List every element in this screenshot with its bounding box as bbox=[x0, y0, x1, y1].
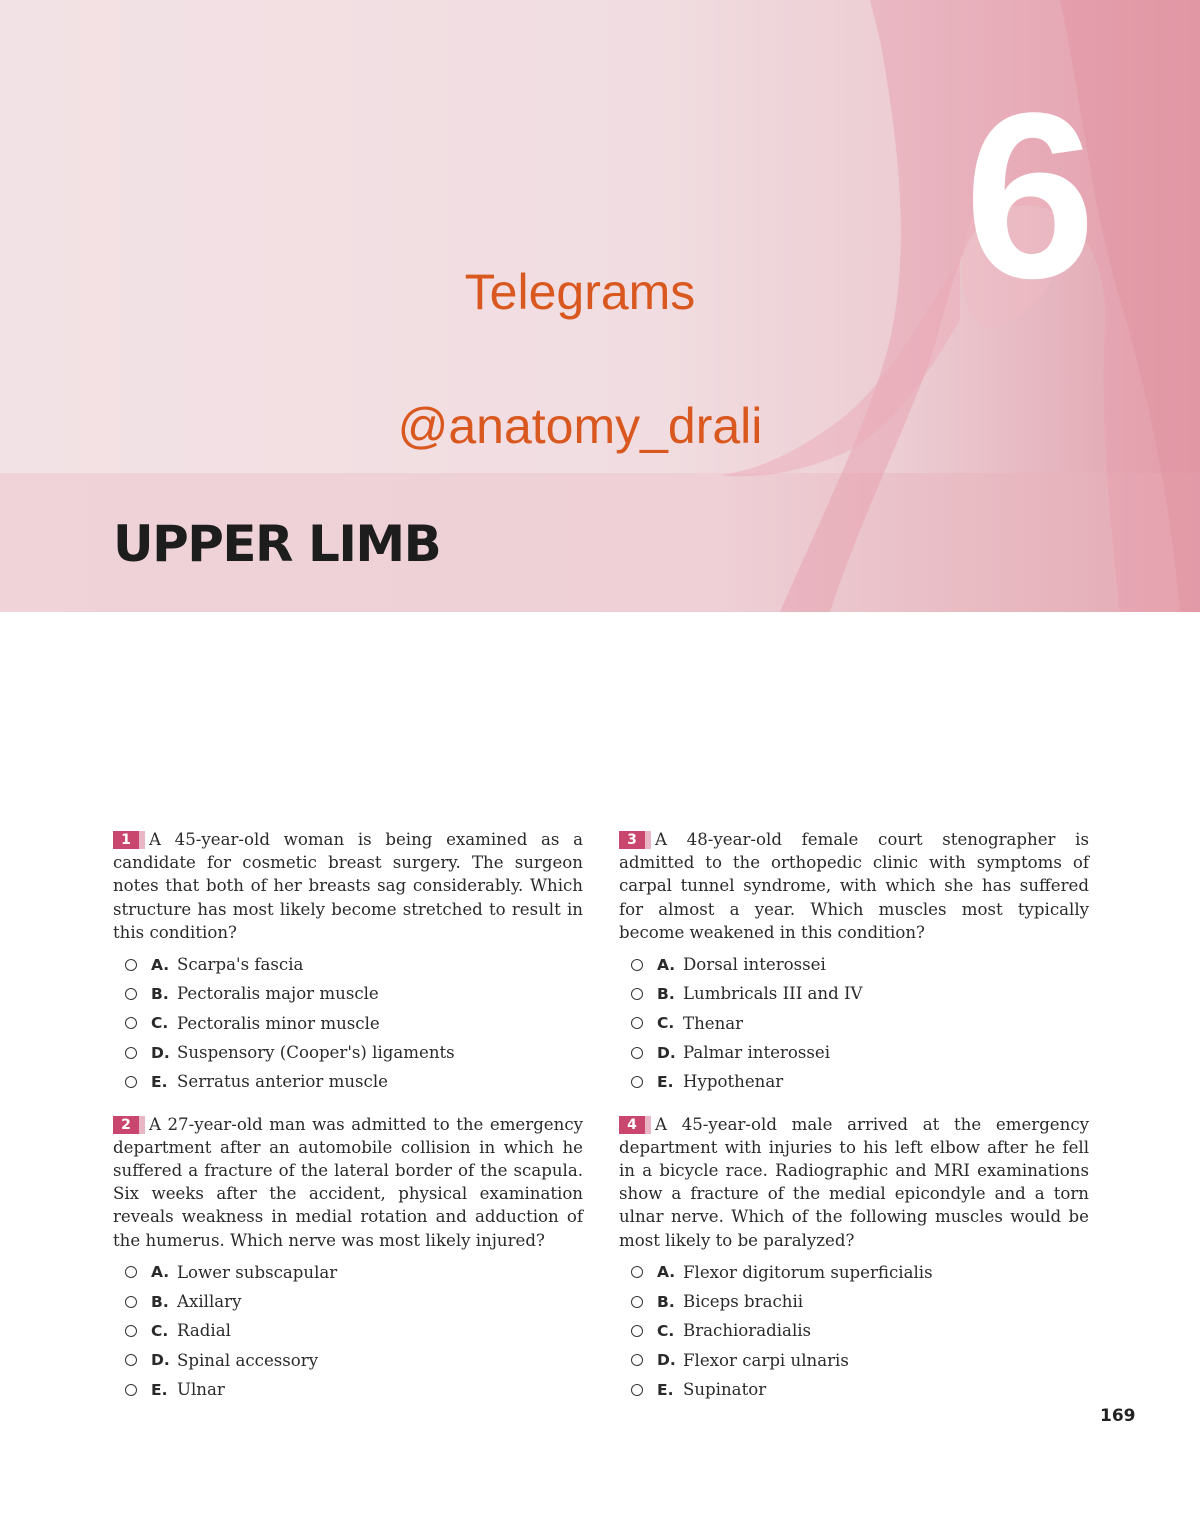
question-1 bbox=[113, 828, 583, 1097]
answer-options bbox=[619, 950, 1089, 1096]
question-text: A 27-year-old man was admitted to the emergency department after an automobile collision in which he suffered a fracture of the lateral border of the scapula. Six weeks after the accident, physical examination reveals weakness in medial rotation and adduction of the humerus. Which nerve was most likely injured? bbox=[113, 1114, 583, 1250]
option-letter: D. bbox=[151, 1043, 170, 1062]
option-letter: C. bbox=[151, 1014, 169, 1033]
right-column bbox=[619, 828, 1089, 1420]
option-text: Brachioradialis bbox=[683, 1321, 812, 1341]
option-text: Palmar interossei bbox=[683, 1043, 831, 1063]
radio-circle-icon[interactable] bbox=[125, 1354, 137, 1366]
radio-circle-icon[interactable] bbox=[125, 1296, 137, 1308]
radio-circle-icon[interactable] bbox=[125, 1266, 137, 1278]
answer-options bbox=[113, 1258, 583, 1404]
radio-circle-icon[interactable] bbox=[631, 1266, 643, 1278]
radio-circle-icon[interactable] bbox=[631, 959, 643, 971]
option-text: Suspensory (Cooper's) ligaments bbox=[177, 1043, 455, 1063]
question-stem bbox=[113, 1113, 583, 1252]
question-text: A 45-year-old male arrived at the emergency department with injuries to his left elbow after he fell in a bicycle race. Radiographic and MRI examinations show a fracture of the medial epicondyle and a torn ulnar nerve. Which of the following muscles would be most likely to be paralyzed? bbox=[619, 1114, 1089, 1250]
option-text: Hypothenar bbox=[683, 1072, 784, 1092]
answer-option[interactable] bbox=[619, 1258, 1089, 1287]
radio-circle-icon[interactable] bbox=[631, 1047, 643, 1059]
option-text: Lumbricals III and IV bbox=[683, 984, 863, 1004]
option-text: Lower subscapular bbox=[177, 1262, 338, 1282]
question-number-badge: 4 bbox=[619, 1116, 645, 1134]
answer-option[interactable] bbox=[619, 1287, 1089, 1316]
radio-circle-icon[interactable] bbox=[125, 1325, 137, 1337]
answer-option[interactable] bbox=[619, 1375, 1089, 1404]
option-letter: B. bbox=[151, 984, 169, 1003]
option-text: Pectoralis major muscle bbox=[177, 984, 379, 1004]
option-letter: D. bbox=[657, 1351, 676, 1370]
option-letter: E. bbox=[151, 1380, 168, 1399]
option-text: Supinator bbox=[683, 1380, 767, 1400]
left-column bbox=[113, 828, 583, 1420]
watermark-line-1: Telegrams bbox=[464, 264, 696, 320]
answer-option[interactable] bbox=[113, 979, 583, 1008]
answer-option[interactable] bbox=[113, 1316, 583, 1345]
page-number: 169 bbox=[1100, 1406, 1136, 1426]
option-text: Biceps brachii bbox=[683, 1292, 804, 1312]
answer-option[interactable] bbox=[113, 1287, 583, 1316]
question-2 bbox=[113, 1113, 583, 1405]
radio-circle-icon[interactable] bbox=[631, 988, 643, 1000]
option-letter: A. bbox=[151, 1263, 170, 1282]
answer-option[interactable] bbox=[113, 1009, 583, 1038]
answer-option[interactable] bbox=[113, 1258, 583, 1287]
radio-circle-icon[interactable] bbox=[631, 1325, 643, 1337]
chapter-header bbox=[0, 0, 1200, 612]
answer-option[interactable] bbox=[113, 1067, 583, 1096]
answer-option[interactable] bbox=[619, 1009, 1089, 1038]
question-text: A 45-year-old woman is being examined as a candidate for cosmetic breast surgery. The surgeon notes that both of her breasts sag considerably. Which structure has most likely become stretched to result in this condition? bbox=[113, 830, 583, 942]
question-3 bbox=[619, 828, 1089, 1097]
radio-circle-icon[interactable] bbox=[125, 988, 137, 1000]
answer-option[interactable] bbox=[113, 1375, 583, 1404]
option-text: Flexor carpi ulnaris bbox=[683, 1350, 849, 1370]
answer-option[interactable] bbox=[113, 950, 583, 979]
option-letter: B. bbox=[151, 1292, 169, 1311]
option-letter: E. bbox=[151, 1072, 168, 1091]
question-number-badge: 2 bbox=[113, 1116, 139, 1134]
radio-circle-icon[interactable] bbox=[631, 1354, 643, 1366]
watermark-line-2: @anatomy_drali bbox=[397, 398, 763, 454]
answer-option[interactable] bbox=[113, 1038, 583, 1067]
option-letter: C. bbox=[657, 1014, 675, 1033]
option-text: Pectoralis minor muscle bbox=[177, 1013, 380, 1033]
answer-option[interactable] bbox=[619, 1038, 1089, 1067]
option-letter: C. bbox=[151, 1321, 169, 1340]
question-number-badge: 1 bbox=[113, 831, 139, 849]
option-letter: A. bbox=[151, 955, 170, 974]
option-letter: D. bbox=[657, 1043, 676, 1062]
radio-circle-icon[interactable] bbox=[125, 1076, 137, 1088]
radio-circle-icon[interactable] bbox=[631, 1296, 643, 1308]
option-letter: B. bbox=[657, 984, 675, 1003]
option-text: Axillary bbox=[177, 1292, 242, 1312]
option-text: Thenar bbox=[683, 1013, 744, 1033]
answer-option[interactable] bbox=[619, 979, 1089, 1008]
radio-circle-icon[interactable] bbox=[631, 1384, 643, 1396]
answer-options bbox=[113, 950, 583, 1096]
question-stem bbox=[619, 1113, 1089, 1252]
option-text: Flexor digitorum superficialis bbox=[683, 1262, 933, 1282]
option-letter: B. bbox=[657, 1292, 675, 1311]
answer-option[interactable] bbox=[619, 1067, 1089, 1096]
chapter-number: 6 bbox=[964, 64, 1092, 328]
answer-option[interactable] bbox=[113, 1346, 583, 1375]
option-text: Dorsal interossei bbox=[683, 955, 826, 975]
question-stem bbox=[619, 828, 1089, 944]
radio-circle-icon[interactable] bbox=[125, 1017, 137, 1029]
chapter-title: UPPER LIMB bbox=[113, 515, 441, 573]
radio-circle-icon[interactable] bbox=[125, 959, 137, 971]
option-letter: D. bbox=[151, 1351, 170, 1370]
answer-option[interactable] bbox=[619, 950, 1089, 979]
option-text: Scarpa's fascia bbox=[177, 955, 304, 975]
question-text: A 48-year-old female court stenographer is admitted to the orthopedic clinic with symptoms of carpal tunnel syndrome, with which she has suffered for almost a year. Which muscles most typically become weakened in this condition? bbox=[619, 830, 1089, 942]
radio-circle-icon[interactable] bbox=[125, 1384, 137, 1396]
radio-circle-icon[interactable] bbox=[631, 1017, 643, 1029]
option-text: Radial bbox=[177, 1321, 231, 1341]
option-text: Spinal accessory bbox=[177, 1350, 319, 1370]
option-letter: A. bbox=[657, 955, 676, 974]
radio-circle-icon[interactable] bbox=[125, 1047, 137, 1059]
question-stem bbox=[113, 828, 583, 944]
answer-options bbox=[619, 1258, 1089, 1404]
option-letter: A. bbox=[657, 1263, 676, 1282]
option-text: Serratus anterior muscle bbox=[177, 1072, 388, 1092]
question-number-badge: 3 bbox=[619, 831, 645, 849]
option-letter: C. bbox=[657, 1321, 675, 1340]
question-4 bbox=[619, 1113, 1089, 1405]
answer-option[interactable] bbox=[619, 1316, 1089, 1345]
option-letter: E. bbox=[657, 1380, 674, 1399]
answer-option[interactable] bbox=[619, 1346, 1089, 1375]
option-text: Ulnar bbox=[177, 1380, 225, 1400]
radio-circle-icon[interactable] bbox=[631, 1076, 643, 1088]
option-letter: E. bbox=[657, 1072, 674, 1091]
